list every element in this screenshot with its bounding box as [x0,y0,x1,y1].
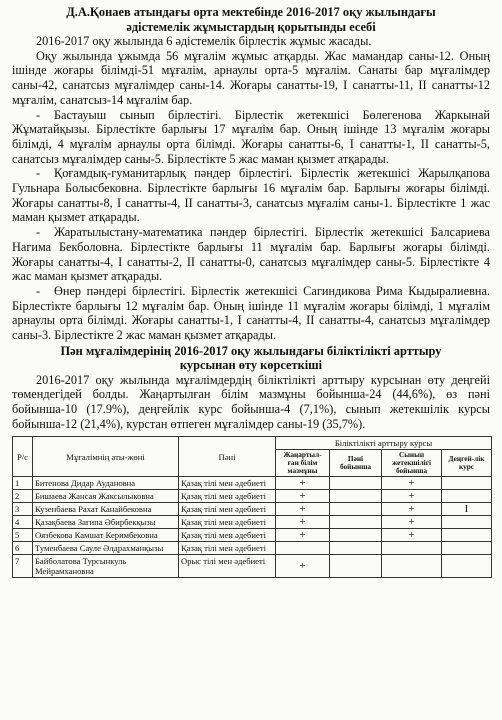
row-updated-content-mark: + [276,503,330,516]
intro-paragraph-2: Оқу жылында ұжымда 56 мұғалім жұмыс атқарды. Жас мамандар саны-12. Оның ішінде жоғары білімді-51 мұғалім, арнаулы орта-5 мұғалім. Санаты бар мұғалімдер саны-42, санатсыз мұғалімдер саны-14. Жоғары санатты-19, I санатты-11, II санатты-12 мұғалім, санатсыз-14 мұғалім бар. [12,48,490,107]
row-updated-content-mark: + [276,477,330,490]
row-teacher-name: Қазақбаева Зағипа Әбирбекқызы [33,516,179,529]
bullet-natural-math [12,225,490,284]
bullet-text: Бастауыш сынып бірлестігі. Бірлестік жетекшісі Бөлегенова Жаркынай Жұматайқызы. Бірлестікте барлығы 17 мұғалім бар. Оның ішінде 13 мұғалім жоғары білімді, 4 мұғалім арнаулы орта білімді. Жоғары санатты-6, I санатты-1, II санатты-5, санатсыз мұғалімдер саны-5. Бірлестікте 5 жас маман қызмет атқарады. [12,107,490,166]
row-by-subject-mark [330,477,382,490]
row-teacher-name: Кузенбаева Рахат Канайбековна [33,503,179,516]
row-number: 7 [13,555,33,578]
header-courses: Біліктілікті арттыру курсы [276,436,492,449]
row-level-course-mark: I [442,503,492,516]
row-teacher-name: Туменбаева Сауле Әлдрахманқызы [33,542,179,555]
header-teacher-name: Мұғалімнің аты-жөні [33,436,179,477]
header-updated-content: Жаңартыл-ған білім мазмұны [276,449,330,477]
row-level-course-mark [442,477,492,490]
section-2-title-line-2: курсынан өту көрсеткіші [179,358,323,373]
row-number: 3 [13,503,33,516]
row-by-subject-mark [330,516,382,529]
header-class-teacher: Сынып жетекшілігі бойынша [382,449,442,477]
header-number: Р/с [13,436,33,477]
row-updated-content-mark: + [276,516,330,529]
row-number: 1 [13,477,33,490]
row-level-course-mark [442,490,492,503]
header-subject: Пәні [179,436,276,477]
row-number: 4 [13,516,33,529]
bullet-text: Қоғамдық-гуманитарлық пәндер бірлестігі. Бірлестік жетекшісі Жарылқапова Гульнара Болысбековна. Бірлестікте барлығы 16 мұғалім бар. Барлығы жоғары білімді. Жоғары санатты-8, I санатты-4, II санатты-3, санатсыз мұғалім саны-1. Бірлестікте 1 жас маман қызмет атқарады. [12,166,490,225]
row-class-teacher-mark [382,542,442,555]
row-updated-content-mark [276,542,330,555]
bullet-humanitarian [12,166,490,225]
bullet-dash: - [36,283,41,298]
row-teacher-name: Байболатова Турсынкуль Мейрамхановна [33,555,179,578]
section-2-paragraph: 2016-2017 оқу жылында мұғалімдердің біліктілікті арттыру курсынан өту деңгейі төмендегідей болды. Жаңартылған білім мазмұны бойынша-24 (44,6%), өз пәні бойынша-10 (17.9%), деңгейлік курс бойынша-4 (7,1%), сынып жетекшілік курсы бойынша-12 (21,4%), курстан өтпеген мұғалімдер саны-19 (35,7%). [12,372,490,431]
row-subject: Қазақ тілі мен әдебиеті [179,529,276,542]
row-teacher-name: Битенова Дидар Аудановна [33,477,179,490]
bullet-dash: - [36,225,41,240]
row-updated-content-mark: + [276,555,330,578]
bullet-text: Жаратылыстану-математика пәндер бірлестігі. Бірлестік жетекшісі Балсариева Нагима Бекболовна. Бірлестікте барлығы 11 мұғалім бар. Барлығы жоғары білімді. Жоғары санатты-4, I санатты-2, II санатты-0, санатсыз мұғалімдер саны-5. Бірлестікте 4 жас маман қызмет атқарады. [12,225,490,284]
row-by-subject-mark [330,542,382,555]
row-class-teacher-mark [382,555,442,578]
row-updated-content-mark: + [276,529,330,542]
row-class-teacher-mark: + [382,516,442,529]
row-level-course-mark [442,529,492,542]
row-subject: Қазақ тілі мен әдебиеті [179,542,276,555]
bullet-text: Өнер пәндері бірлестігі. Бірлестік жетекшісі Сагиндикова Рима Кыдыралиевна. Бірлестікте барлығы 12 мұғалім бар. Оның ішінде 11 мұғалім жоғары білімді, 1 мұғалім арнаулы орта білімді. Жоғары санатты-1, I санатты-4, II санатты-4, санатсыз мұғалімдер саны-3. Бірлестікте 2 жас маман қызмет атқарады. [12,283,490,343]
courses-table [12,436,492,579]
header-by-subject: Пәні бойынша [330,449,382,477]
section-2-title [12,344,490,373]
table-row [13,542,492,555]
row-class-teacher-mark: + [382,503,442,516]
row-class-teacher-mark: + [382,477,442,490]
section-2-title-line-1: Пән мұғалімдерінің 2016-2017 оқу жылындағы біліктілікті арттыру [60,343,442,358]
header-level-course: Деңгей-лік курс [442,449,492,477]
row-subject: Қазақ тілі мен әдебиеті [179,477,276,490]
row-class-teacher-mark: + [382,490,442,503]
row-by-subject-mark [330,490,382,503]
document-title [12,5,490,34]
row-number: 2 [13,490,33,503]
row-by-subject-mark [330,555,382,578]
table-row [13,477,492,490]
bullet-dash: - [36,166,41,181]
row-subject: Қазақ тілі мен әдебиеті [179,503,276,516]
row-level-course-mark [442,516,492,529]
title-line-2: әдістемелік жұмыстардың қорытынды есебі [126,19,376,34]
row-updated-content-mark: + [276,490,330,503]
row-by-subject-mark [330,529,382,542]
table-row [13,529,492,542]
row-subject: Орыс тілі мен әдебиеті [179,555,276,578]
table-row [13,490,492,503]
row-number: 5 [13,529,33,542]
row-by-subject-mark [330,503,382,516]
bullet-primary-school [12,108,490,167]
table-body [13,477,492,578]
row-teacher-name: Оязбекова Камшат Керимбековна [33,529,179,542]
title-line-1: Д.А.Қонаев атындағы орта мектебінде 2016-2017 оқу жылындағы [66,5,436,19]
table-row [13,516,492,529]
table-row [13,555,492,578]
bullet-dash: - [36,107,41,122]
row-number: 6 [13,542,33,555]
row-level-course-mark [442,542,492,555]
row-subject: Қазақ тілі мен әдебиеті [179,516,276,529]
row-teacher-name: Бишаева Жансая Жаксылыковна [33,490,179,503]
bullet-arts [12,284,490,343]
table-row [13,503,492,516]
row-class-teacher-mark: + [382,529,442,542]
intro-paragraph-1: 2016-2017 оқу жылында 6 әдістемелік бірлестік жұмыс жасады. [36,34,372,48]
row-level-course-mark [442,555,492,578]
row-subject: Қазақ тілі мен әдебиеті [179,490,276,503]
